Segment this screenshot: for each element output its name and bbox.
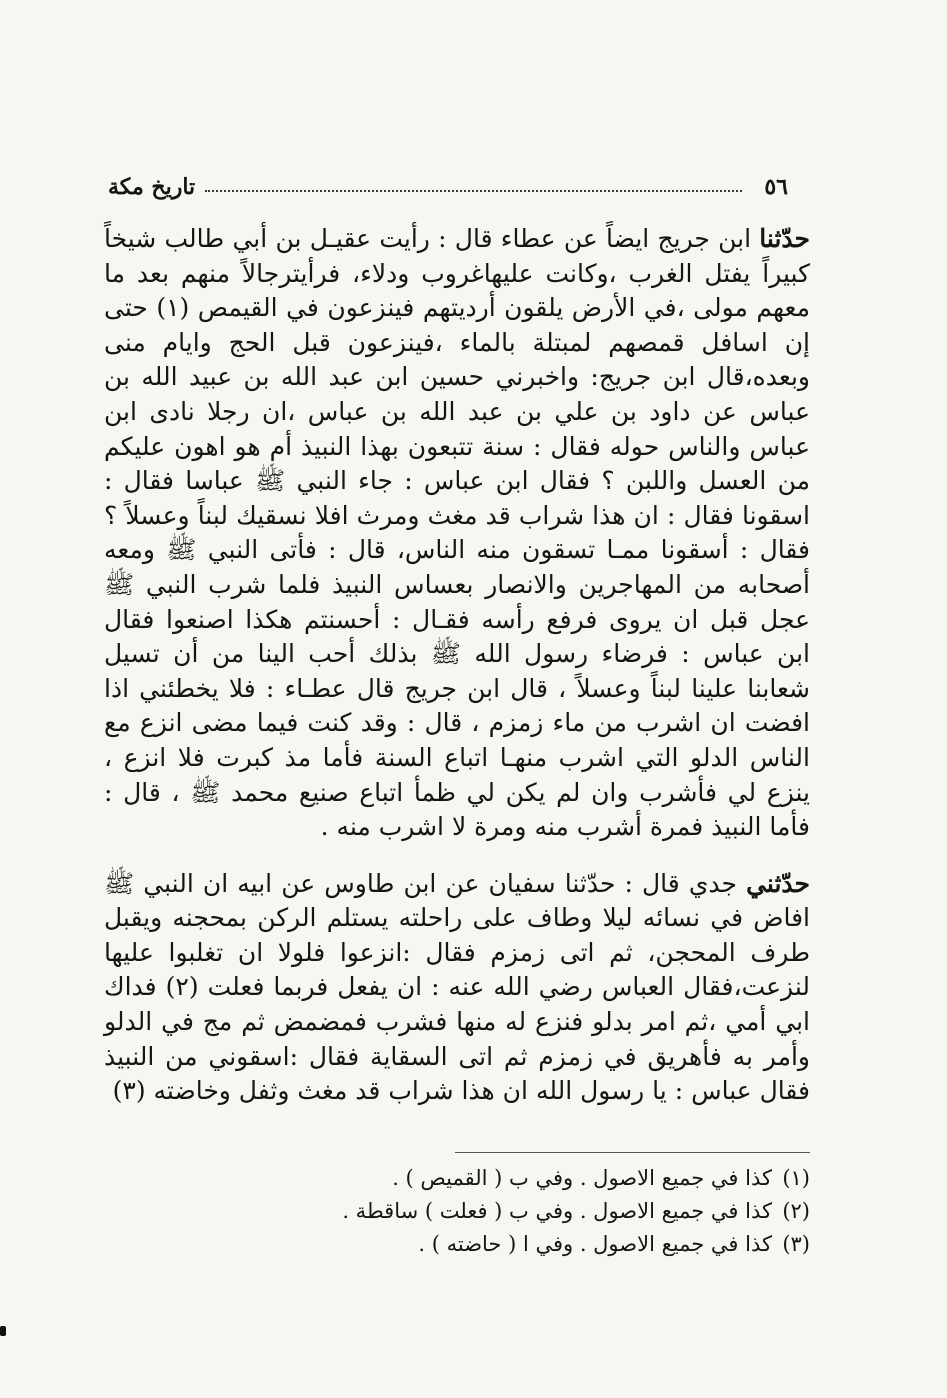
running-header bbox=[108, 170, 788, 204]
paragraph-text: ابن جريج ايضاً عن عطاء قال : رأيت عقيـل بن أبي طالب شيخاً كبيراً يفتل الغرب ،وكانت عليهاغروب ودلاء، فرأيترجالاً منهم بعد ما معهم مولى ،في الأرض يلقون أرديتهم فينزعون في القيمص (١) حتى إن اسافل قمصهم لمبتلة بالماء ،فينزعون قبل الحج وايام منى وبعده،قال ابن جريج: واخبرني حسين ابن عبد الله بن عبيد الله بن عباس عن داود بن علي بن عبد الله بن عباس ،ان رجلا نادى ابن عباس والناس حوله فقال : سنة تتبعون بهذا النبيذ أم هو اهون عليكم من العسل واللبن ؟ فقال ابن عباس : جاء النبي ﷺ عباسا فقال : اسقونا فقال : ان هذا شراب قد مغث ومرث افلا نسقيك لبناً وعسلاً ؟ فقال : أسقونا ممـا تسقون منه الناس، قال : فأتى النبي ﷺ ومعه أصحابه من المهاجرين والانصار بعساس النبيذ فلما شرب النبي ﷺ عجل قبل ان يروى فرفع رأسه فقـال : أحسنتم هكذا اصنعوا فقال ابن عباس : فرضاء رسول الله ﷺ بذلك أحب الينا من أن تسيل شعابنا علينا لبناً وعسلاً ، قال ابن جريج قال عطـاء : فلا يخطئني اذا افضت ان اشرب من ماء زمزم ، قال : وقد كنت فيما مضى انزع مع الناس الدلو التي اشرب منهـا اتباع السنة فأما مذ كبرت فلا انزع ، ينزع لي فأشرب وان لم يكن لي ظمأ اتباع صنيع محمد ﷺ ، قال : فأما النبيذ فمرة أشرب منه ومرة لا اشرب منه . bbox=[104, 224, 810, 842]
footnote-text: كذا في جميع الاصول . وفي ا ( حاضته ) . bbox=[418, 1232, 772, 1256]
footnote-number: (١) bbox=[782, 1166, 810, 1190]
scan-margin-mark bbox=[0, 1326, 6, 1336]
footnote-3 bbox=[300, 1228, 810, 1261]
paragraph-lead-word: حدّثني bbox=[746, 868, 810, 898]
footnote-1 bbox=[300, 1162, 810, 1195]
footnote-2 bbox=[300, 1195, 810, 1228]
paragraph-1 bbox=[104, 222, 810, 845]
footnote-text: كذا في جميع الاصول . وفي ب ( القميص ) . bbox=[392, 1166, 772, 1190]
paragraph-lead-word: حدّثنا bbox=[759, 224, 810, 253]
footnote-text: كذا في جميع الاصول . وفي ب ( فعلت ) ساقطة . bbox=[342, 1199, 772, 1223]
header-dotted-leader bbox=[205, 190, 742, 192]
footnotes bbox=[300, 1162, 810, 1261]
book-title: تاريخ مكة bbox=[108, 174, 196, 200]
footnote-divider bbox=[455, 1152, 810, 1153]
paragraph-text: جدي قال : حدّثنا سفيان عن ابن طاوس عن ابيه ان النبي ﷺ افاض في نسائه ليلا وطاف على راحلته يستلم الركن بمحجنه ويقبل طرف المحجن، ثم اتى زمزم فقال :انزعوا فلولا ان تغلبوا عليها لنزعت،فقال العباس رضي الله عنه : ان يفعل فربما فعلت (٢) فداك ابي أمي ،ثم امر بدلو فنزع له منها فشرب فمضمض ثم مج في الدلو وأمر به فأهريق في زمزم ثم اتى السقاية فقال :اسقوني من النبيذ فقال عباس : يا رسول الله ان هذا شراب قد مغث وثفل وخاضته (٣) bbox=[104, 868, 810, 1106]
paragraph-2 bbox=[104, 867, 810, 1109]
main-text bbox=[104, 222, 810, 1109]
page-number: ٥٦ bbox=[764, 174, 788, 200]
footnote-number: (٣) bbox=[782, 1232, 810, 1256]
footnote-number: (٢) bbox=[782, 1199, 810, 1223]
